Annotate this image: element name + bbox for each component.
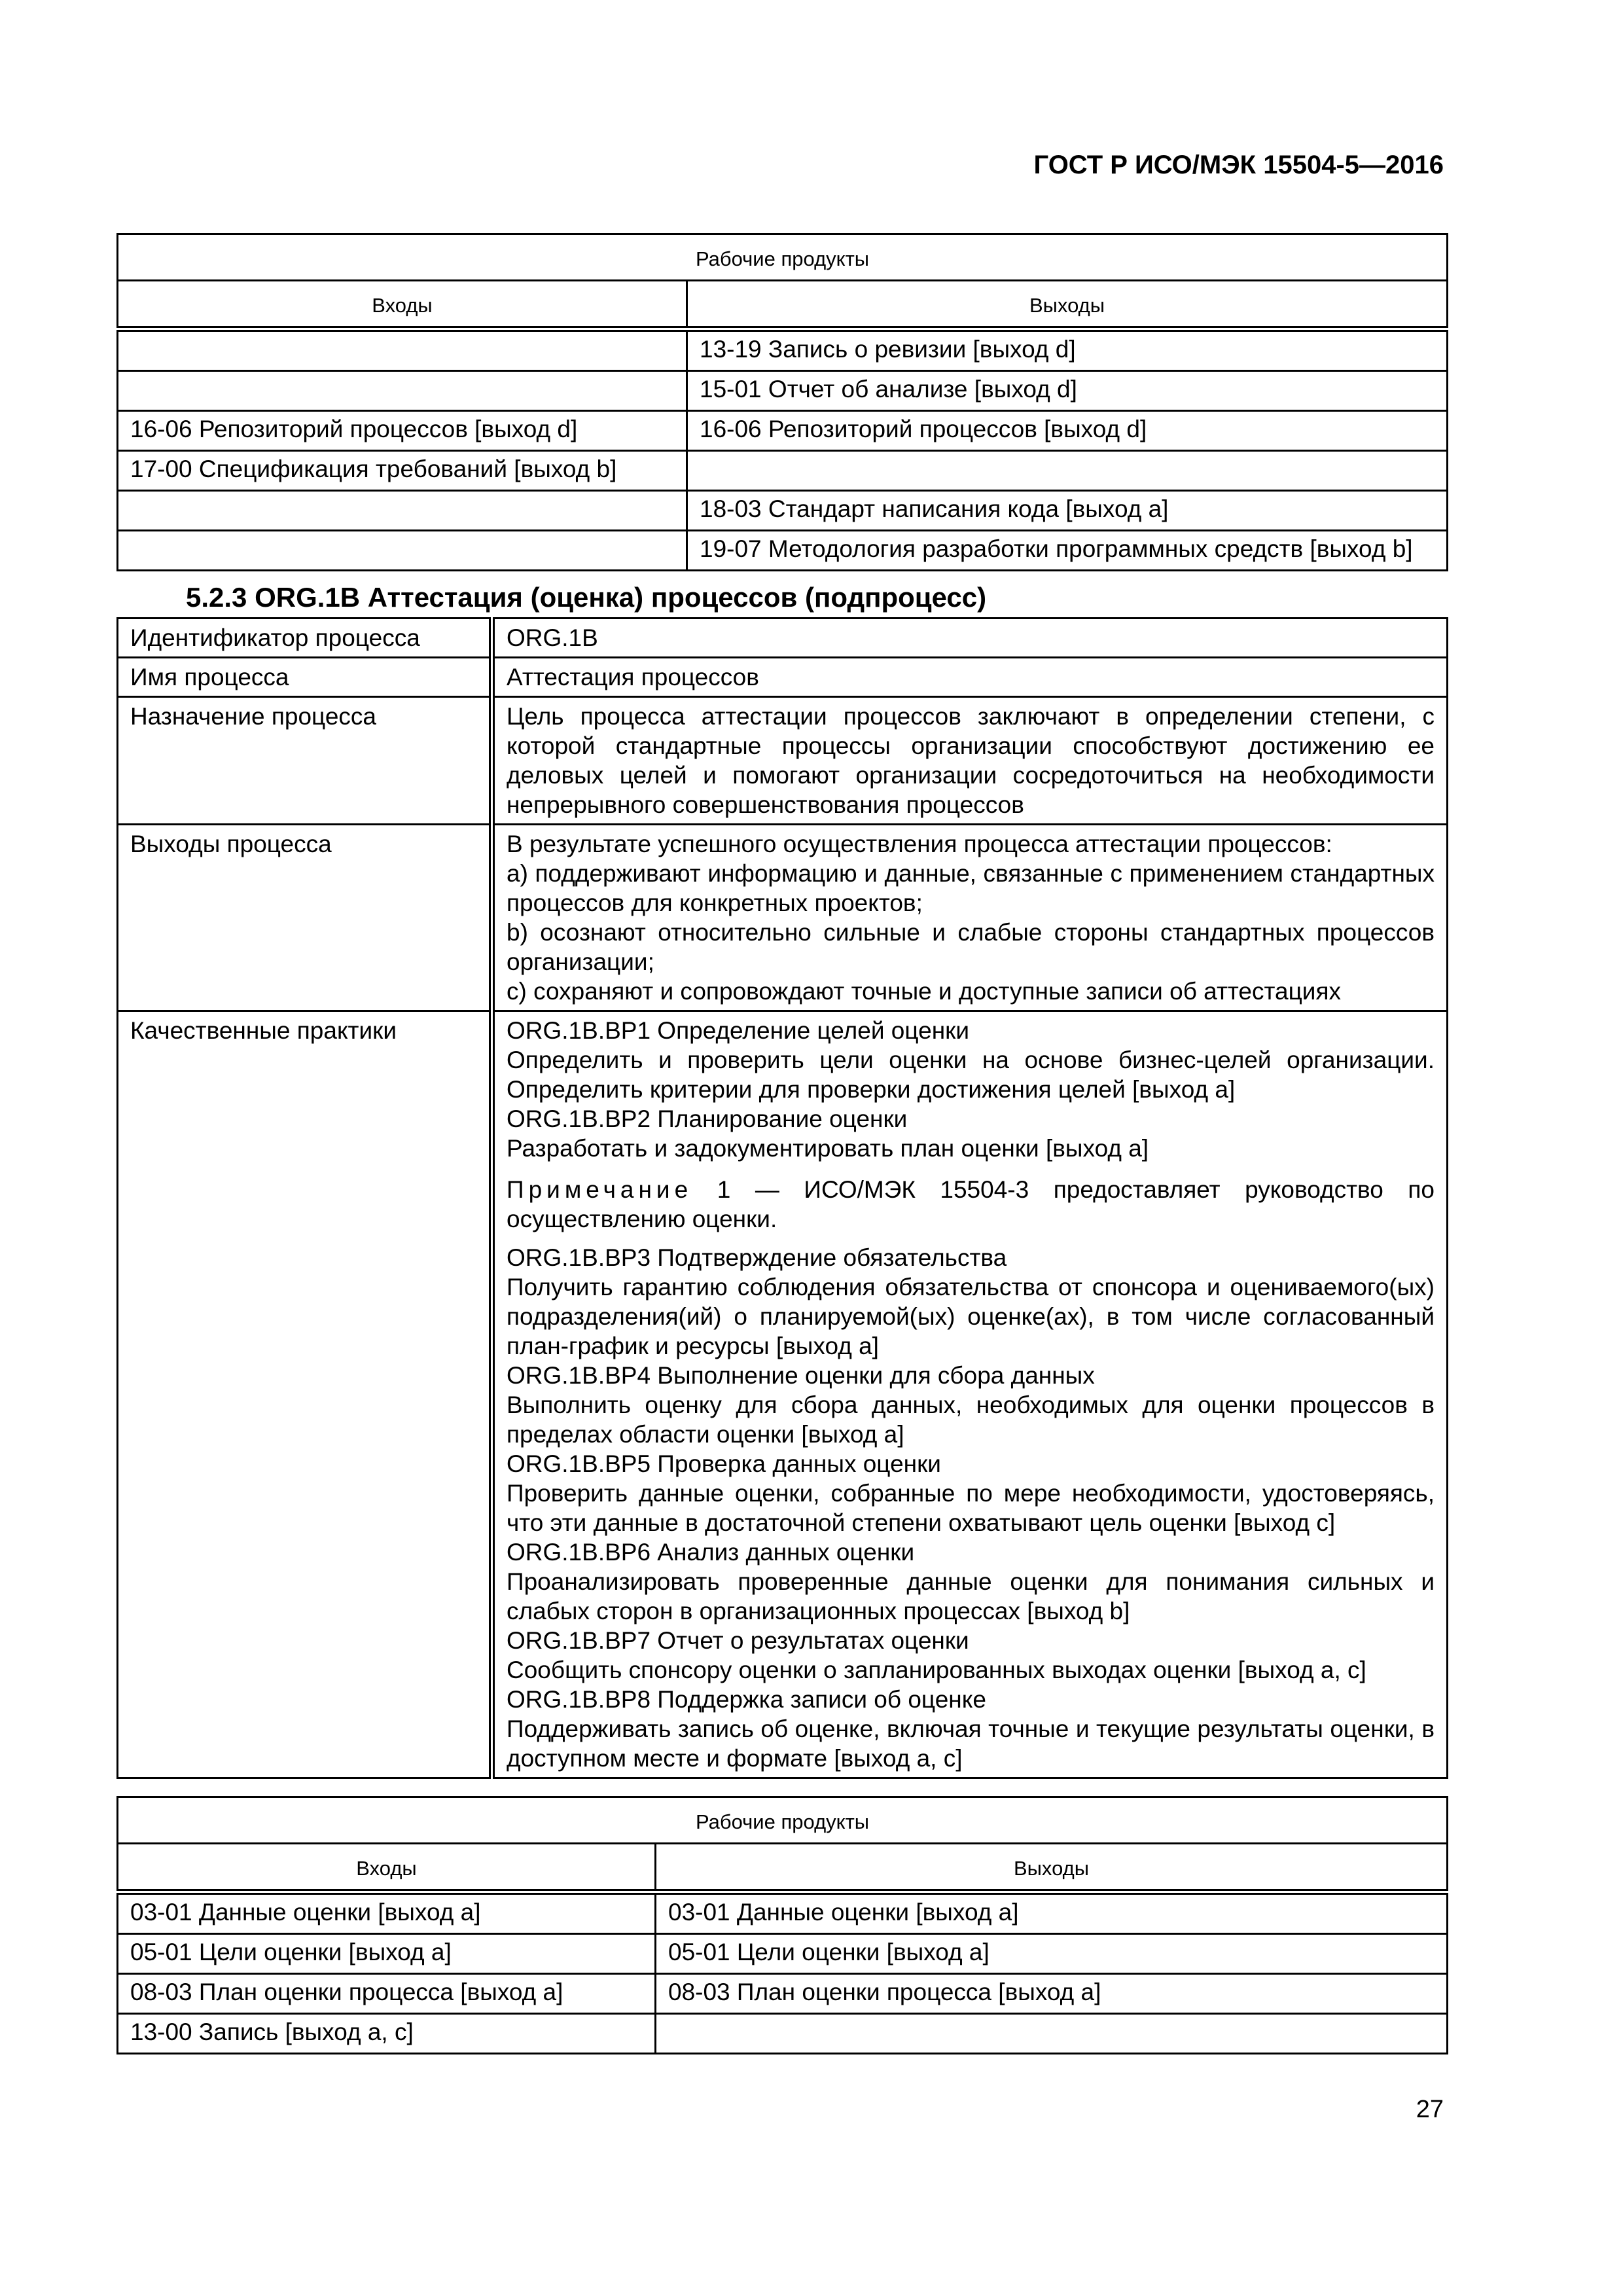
process-outcomes-row [118,825,1448,1011]
bp5-text: Проверить данные оценки, собранные по мере необходимости, удостоверяясь, что эти данные в достаточной степени охватывают цель оценки [выход c] [507,1480,1435,1536]
bp1-text: Определить и проверить цели оценки на основе бизнес-целей организации. Определить критерии для проверки достижения целей [выход a] [507,1047,1435,1103]
table-row [118,1892,1448,1934]
bp7-text: Сообщить спонсору оценки о запланированных выходах оценки [выход a, c] [507,1657,1366,1683]
bp2-text: Разработать и задокументировать план оценки [выход a] [507,1135,1149,1162]
table-row [118,371,1448,411]
process-description-table [116,617,1448,1779]
input-cell: 13-00 Запись [выход a, c] [118,2014,656,2054]
process-outcomes-label: Выходы процесса [118,825,492,1011]
base-practices-value [492,1011,1448,1778]
table-row [118,411,1448,451]
bp4-title: ORG.1B.BP4 Выполнение оценки для сбора данных [507,1362,1095,1389]
process-name-label: Имя процесса [118,658,492,697]
column-header-inputs: Входы [118,1844,656,1892]
output-cell: 15-01 Отчет об анализе [выход d] [687,371,1448,411]
bp2-title: ORG.1B.BP2 Планирование оценки [507,1105,908,1132]
bp3-text: Получить гарантию соблюдения обязательства от спонсора и оцениваемого(ых) подразделения(ий) о планируемой(ых) оценке(ах), в том числе согласованный план-график и ресурсы [выход a] [507,1274,1435,1359]
process-name-row [118,658,1448,697]
bp4-text: Выполнить оценку для сбора данных, необходимых для оценки процессов в пределах области оценки [выход a] [507,1391,1435,1448]
output-cell: 19-07 Методология разработки программных средств [выход b] [687,531,1448,571]
input-cell: 05-01 Цели оценки [выход a] [118,1934,656,1974]
table-row [118,329,1448,371]
process-purpose-row [118,697,1448,825]
input-cell [118,371,687,411]
process-outcomes-value [492,825,1448,1011]
output-cell: 05-01 Цели оценки [выход a] [656,1934,1448,1974]
bp5-title: ORG.1B.BP5 Проверка данных оценки [507,1450,941,1477]
bp1-title: ORG.1B.BP1 Определение целей оценки [507,1017,969,1044]
process-name-value: Аттестация процессов [492,658,1448,697]
output-cell [656,2014,1448,2054]
process-purpose-value: Цель процесса аттестации процессов заключают в определении степени, с которой стандартные процессы организации способствуют достижению ее деловых целей и помогают организации сосредоточиться на необходимости непрерывного совершенствования процессов [492,697,1448,825]
input-cell: 08-03 План оценки процесса [выход a] [118,1974,656,2014]
base-practices-row [118,1011,1448,1778]
table-row [118,451,1448,491]
bp8-title: ORG.1B.BP8 Поддержка записи об оценке [507,1686,986,1713]
outcome-item: b) осознают относительно сильные и слабые стороны стандартных процессов организации; [507,919,1435,975]
note-prefix: Примечание [507,1176,693,1203]
page-number: 27 [1416,2096,1444,2123]
work-products-table-1 [116,233,1448,571]
bp7-title: ORG.1B.BP7 Отчет о результатах оценки [507,1627,969,1654]
table-row [118,491,1448,531]
work-products-table-2 [116,1796,1448,2054]
bp6-text: Проанализировать проверенные данные оценки для понимания сильных и слабых сторон в организационных процессах [выход b] [507,1568,1435,1624]
input-cell: 17-00 Спецификация требований [выход b] [118,451,687,491]
section-heading: 5.2.3 ORG.1B Аттестация (оценка) процессов (подпроцесс) [186,582,987,613]
output-cell: 13-19 Запись о ревизии [выход d] [687,329,1448,371]
process-id-row [118,619,1448,658]
table-row [118,1934,1448,1974]
input-cell [118,329,687,371]
output-cell [687,451,1448,491]
document-header: ГОСТ Р ИСО/МЭК 15504-5—2016 [1033,151,1444,179]
note [507,1175,1435,1234]
table-title: Рабочие продукты [118,234,1448,281]
column-header-inputs: Входы [118,281,687,329]
outcome-item: a) поддерживают информацию и данные, связанные с применением стандартных процессов для конкретных проектов; [507,860,1435,916]
table-row [118,1974,1448,2014]
table-row [118,2014,1448,2054]
input-cell: 16-06 Репозиторий процессов [выход d] [118,411,687,451]
table-title: Рабочие продукты [118,1797,1448,1844]
outcomes-intro: В результате успешного осуществления процесса аттестации процессов: [507,831,1332,857]
bp6-title: ORG.1B.BP6 Анализ данных оценки [507,1539,915,1566]
output-cell: 18-03 Стандарт написания кода [выход a] [687,491,1448,531]
table-row [118,531,1448,571]
output-cell: 16-06 Репозиторий процессов [выход d] [687,411,1448,451]
process-id-label: Идентификатор процесса [118,619,492,658]
bp8-text: Поддерживать запись об оценке, включая точные и текущие результаты оценки, в доступном месте и формате [выход a, c] [507,1715,1435,1772]
process-purpose-label: Назначение процесса [118,697,492,825]
input-cell [118,491,687,531]
input-cell [118,531,687,571]
input-cell: 03-01 Данные оценки [выход a] [118,1892,656,1934]
outcome-item: c) сохраняют и сопровождают точные и доступные записи об аттестациях [507,978,1342,1005]
process-id-value: ORG.1B [492,619,1448,658]
column-header-outputs: Выходы [687,281,1448,329]
bp3-title: ORG.1B.BP3 Подтверждение обязательства [507,1244,1007,1271]
note-text: 1 — ИСО/МЭК 15504-3 предоставляет руководство по осуществлению оценки. [507,1176,1435,1232]
column-header-outputs: Выходы [656,1844,1448,1892]
output-cell: 03-01 Данные оценки [выход a] [656,1892,1448,1934]
output-cell: 08-03 План оценки процесса [выход a] [656,1974,1448,2014]
base-practices-label: Качественные практики [118,1011,492,1778]
